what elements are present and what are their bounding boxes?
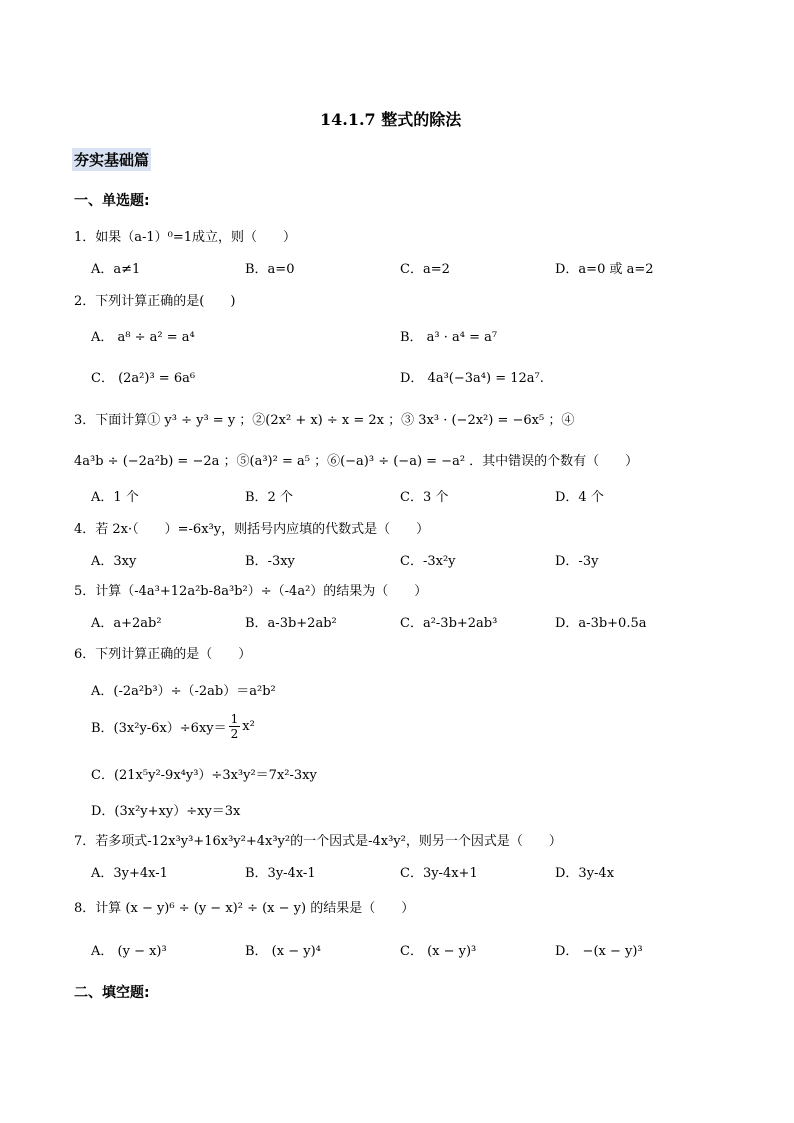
q7-option-a[interactable]: A．3y+4x-1 — [91, 866, 168, 881]
q8-stem: 8．计算 (x − y)⁶ ÷ (y − x)² ÷ (x − y) 的结果是（ ） — [74, 901, 415, 916]
q6-option-c[interactable]: C．(21x⁵y²-9x⁴y³）÷3x³y²＝7x²-3xy — [91, 768, 317, 783]
q2-option-c[interactable]: C． (2a²)³ = 6a⁶ — [91, 371, 196, 386]
q4-option-b[interactable]: B．-3xy — [245, 554, 295, 569]
q5-option-a[interactable]: A．a+2ab² — [91, 616, 162, 631]
q3-option-c[interactable]: C．3 个 — [400, 490, 449, 505]
page-title: 14.1.7 整式的除法 — [320, 110, 462, 129]
q3-option-b[interactable]: B．2 个 — [245, 490, 293, 505]
q3-stem-line1: 3．下面计算① y³ ÷ y³ = y ；②(2x² + x) ÷ x = 2x ；③ 3x³ · (−2x²) = −6x⁵ ；④ — [74, 413, 575, 428]
q7-stem: 7．若多项式-12x³y³+16x³y²+4x³y²的一个因式是-4x³y²，则另一个因式是（ ） — [74, 834, 562, 849]
q4-option-c[interactable]: C．-3x²y — [400, 554, 456, 569]
q5-option-b[interactable]: B．a-3b+2ab² — [245, 616, 337, 631]
part2-heading: 二、填空题: — [74, 985, 150, 1001]
q6-option-b-text: B．(3x²y-6x）÷6xy＝ — [91, 721, 227, 736]
q2-stem: 2．下列计算正确的是( ) — [74, 294, 236, 309]
q8-option-c[interactable]: C． (x − y)³ — [400, 944, 477, 959]
q2-option-d[interactable]: D． 4a³(−3a⁴) = 12a⁷. — [400, 371, 544, 386]
q2-option-a[interactable]: A． a⁸ ÷ a² = a⁴ — [91, 330, 195, 345]
q4-option-a[interactable]: A．3xy — [91, 554, 137, 569]
q3-option-d[interactable]: D．4 个 — [555, 490, 604, 505]
q8-option-b[interactable]: B． (x − y)⁴ — [245, 944, 321, 959]
q6-option-b-tail: x² — [242, 719, 255, 734]
q1-option-d[interactable]: D．a=0 或 a=2 — [555, 262, 654, 277]
q6-option-d[interactable]: D．(3x²y+xy）÷xy＝3x — [91, 804, 241, 819]
section-tag: 夯实基础篇 — [72, 148, 151, 171]
q3-stem-line2: 4a³b ÷ (−2a²b) = −2a ；⑤(a³)² = a⁵ ；⑥(−a)³ ÷ (−a) = −a² ．其中错误的个数有（ ） — [74, 454, 639, 469]
q1-option-b[interactable]: B．a=0 — [245, 262, 295, 277]
q1-stem: 1．如果（a-1）⁰=1成立，则（ ） — [74, 230, 297, 245]
q7-option-d[interactable]: D．3y-4x — [555, 866, 615, 881]
q1-option-c[interactable]: C．a=2 — [400, 262, 450, 277]
q7-option-c[interactable]: C．3y-4x+1 — [400, 866, 478, 881]
q6-stem: 6．下列计算正确的是（ ） — [74, 647, 252, 662]
q4-stem: 4．若 2x·（ ）=-6x³y，则括号内应填的代数式是（ ） — [74, 522, 430, 537]
q8-option-a[interactable]: A． (y − x)³ — [91, 944, 167, 959]
part1-heading: 一、单选题: — [74, 193, 150, 209]
q1-option-a[interactable]: A．a≠1 — [91, 262, 141, 277]
fraction-numerator: 1 — [230, 712, 239, 726]
q5-stem: 5．计算（-4a³+12a²b-8a³b²）÷（-4a²）的结果为（ ） — [74, 584, 428, 599]
q5-option-d[interactable]: D．a-3b+0.5a — [555, 616, 647, 631]
q6-option-b[interactable] — [91, 712, 255, 741]
q4-option-d[interactable]: D．-3y — [555, 554, 599, 569]
q2-option-b[interactable]: B． a³ · a⁴ = a⁷ — [400, 330, 498, 345]
q5-option-c[interactable]: C．a²-3b+2ab³ — [400, 616, 498, 631]
q8-option-d[interactable]: D． −(x − y)³ — [555, 944, 643, 959]
fraction-denominator: 2 — [230, 727, 239, 741]
q3-option-a[interactable]: A．1 个 — [91, 490, 139, 505]
q7-option-b[interactable]: B．3y-4x-1 — [245, 866, 316, 881]
q6-option-a[interactable]: A．(-2a²b³）÷（-2ab）＝a²b² — [91, 684, 276, 699]
fraction — [229, 712, 241, 741]
